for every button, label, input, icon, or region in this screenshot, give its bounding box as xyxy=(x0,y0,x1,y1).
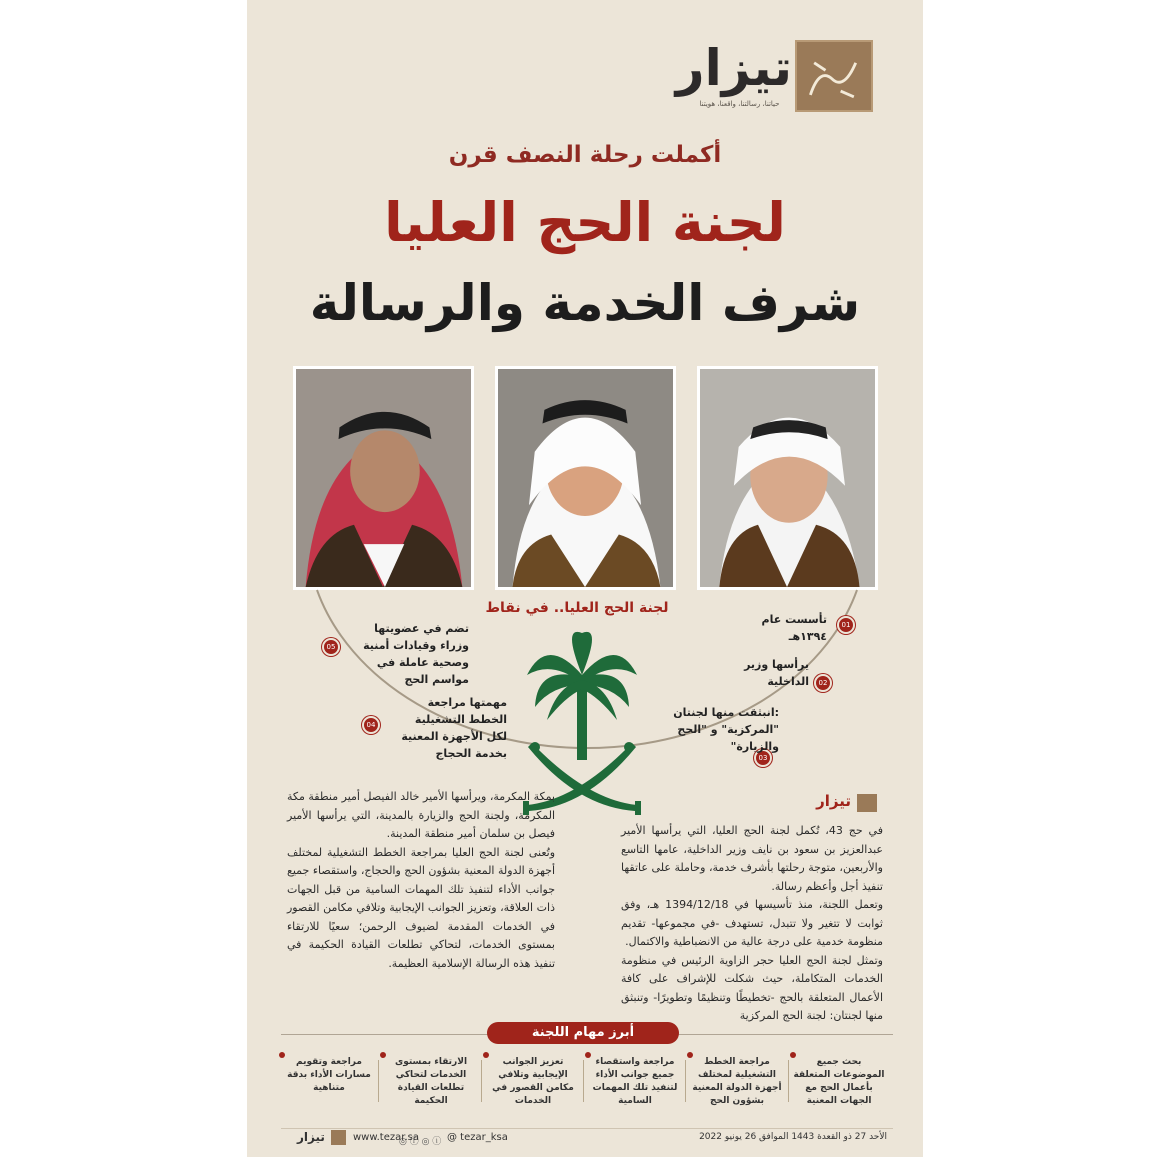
social-icons[interactable]: ◎ ⓕ ◎ ⓘ xyxy=(399,1137,442,1147)
article-paragraph: وتعمل اللجنة، منذ تأسيسها في 1394/12/18 هـ، وفق ثوابت لا تتغير ولا تتبدل، تستهدف -في مجموعها- تقديم منظومة خدمية على درجة عالية من الانضباطية والاكتمال. xyxy=(621,898,884,948)
article-page xyxy=(247,0,923,1157)
brand-tagline: حياتنا، رسالتنا، واقعنا، هويتنا xyxy=(699,100,780,108)
article-paragraph: في حج 43، تُكمل لجنة الحج العليا، التي يرأسها الأمير عبدالعزيز بن سعود بن نايف وزير الداخلية، عامها التاسع والأربعين، متوجة رحلتها بأشرف خدمة، وحاملة على عاتقها تنفيذ أجل وأعظم رسالة. xyxy=(621,824,883,893)
task-separator xyxy=(583,1060,584,1102)
subheadline: شرف الخدمة والرسالة xyxy=(309,274,861,332)
point-text-05: تضم في عضويتها وزراء وقيادات أمنية وصحية عاملة في مواسم الحج xyxy=(363,622,469,686)
footer-date: الأحد 27 ذو القعدة 1443 الموافق 26 يونيو 2022 xyxy=(699,1132,887,1142)
task-separator xyxy=(378,1060,379,1102)
kicker: أكملت رحلة النصف قرن xyxy=(448,142,722,168)
point-number-02: 02 xyxy=(814,674,832,692)
brand-name: تيزار xyxy=(675,39,792,97)
brand-square-icon xyxy=(857,794,877,812)
point-text-02: يرأسها وزير الداخلية xyxy=(744,658,809,688)
footer-logo-text: تيزار xyxy=(297,1130,325,1144)
task-separator xyxy=(685,1060,686,1102)
task-item: تعزيز الجوانب الإيجابية وتلافي مكامن القصور في الخدمات xyxy=(492,1057,574,1106)
portrait-photo-left xyxy=(293,366,474,590)
footer-website-link[interactable]: www.tezar.sa xyxy=(353,1132,419,1143)
footer-handle[interactable]: @ tezar_ksa xyxy=(447,1132,508,1143)
article-brand-name: تيزار xyxy=(816,792,851,810)
task-separator xyxy=(788,1060,789,1102)
point-text-03: :انبثقت منها لجنتان "المركزية" و "الحج والزيارة" xyxy=(673,706,779,753)
footer-divider xyxy=(281,1128,893,1129)
article-paragraph: وتمثل لجنة الحج العليا حجر الزاوية الرئيس في منظومة الخدمات المتكاملة، حيث شكلت للإشراف على كافة الأعمال المتعلقة بالحج -تخطيطًا وتنظيمًا وتطويرًا- وتنبثق منها لجنتان: لجنة الحج المركزية xyxy=(621,953,883,1022)
article-paragraph: بمكة المكرمة، ويرأسها الأمير خالد الفيصل أمير منطقة مكة المكرمة، ولجنة الحج والزيارة بالمدينة، التي يرأسها الأمير فيصل بن سلمان أمير منطقة المدينة. xyxy=(287,790,555,840)
portrait-photo-center xyxy=(495,366,676,590)
task-separator xyxy=(481,1060,482,1102)
portrait-photo-right xyxy=(697,366,878,590)
tasks-title: أبرز مهام اللجنة xyxy=(487,1022,679,1044)
article-paragraph: وتُعنى لجنة الحج العليا بمراجعة الخطط التشغيلية لمختلف أجهزة الدولة المعنية بشؤون الحج والحجاج، واستقصاء جميع جوانب الأداء لتنفيذ تلك المهمات السامية من قبل الجهات ذات العلاقة، وتعزيز الجوانب الإيجابية وتلافي مكامن القصور في الخدمات المقدمة لضيوف الرحمن؛ سعيًا للارتقاء بمستوى الخدمات، لتحاكي تطلعات القيادة الحكيمة في تنفيذ هذه الرسالة الإسلامية العظيمة. xyxy=(287,845,555,970)
brand-logo-icon xyxy=(795,40,873,112)
point-text-01: تأسست عام ١٣٩٤هـ xyxy=(761,613,827,643)
footer-logo xyxy=(297,1130,347,1148)
headline: لجنة الحج العليا xyxy=(384,191,786,254)
point-text-04: مهمتها مراجعة الخطط التشغيلية لكل الأجهزة المعنية بخدمة الحجاج xyxy=(401,696,507,760)
point-number-03: 03 xyxy=(754,749,772,767)
article-brand-mark xyxy=(807,792,877,816)
point-number-05: 05 xyxy=(322,638,340,656)
task-item: مراجعة الخطط التشغيلية لمختلف أجهزة الدولة المعنية بشؤون الحج xyxy=(692,1057,782,1106)
point-number-01: 01 xyxy=(837,616,855,634)
point-number-04: 04 xyxy=(362,716,380,734)
task-item: مراجعة وتقويم مسارات الأداء بدقة متناهية xyxy=(287,1057,371,1093)
article-column-left xyxy=(287,788,555,973)
points-title: لجنة الحج العليا.. في نقاط xyxy=(485,600,669,616)
footer-logo-icon xyxy=(331,1130,346,1145)
task-item: الارتقاء بمستوى الخدمات لتحاكي تطلعات القيادة الحكيمة xyxy=(394,1057,468,1106)
task-item: بحث جميع الموضوعات المتعلقة بأعمال الحج مع الجهات المعنية xyxy=(793,1057,885,1106)
article-column-right xyxy=(621,822,883,1026)
task-item: مراجعة واستقصاء جميع جوانب الأداء لتنفيذ تلك المهمات السامية xyxy=(592,1057,678,1106)
